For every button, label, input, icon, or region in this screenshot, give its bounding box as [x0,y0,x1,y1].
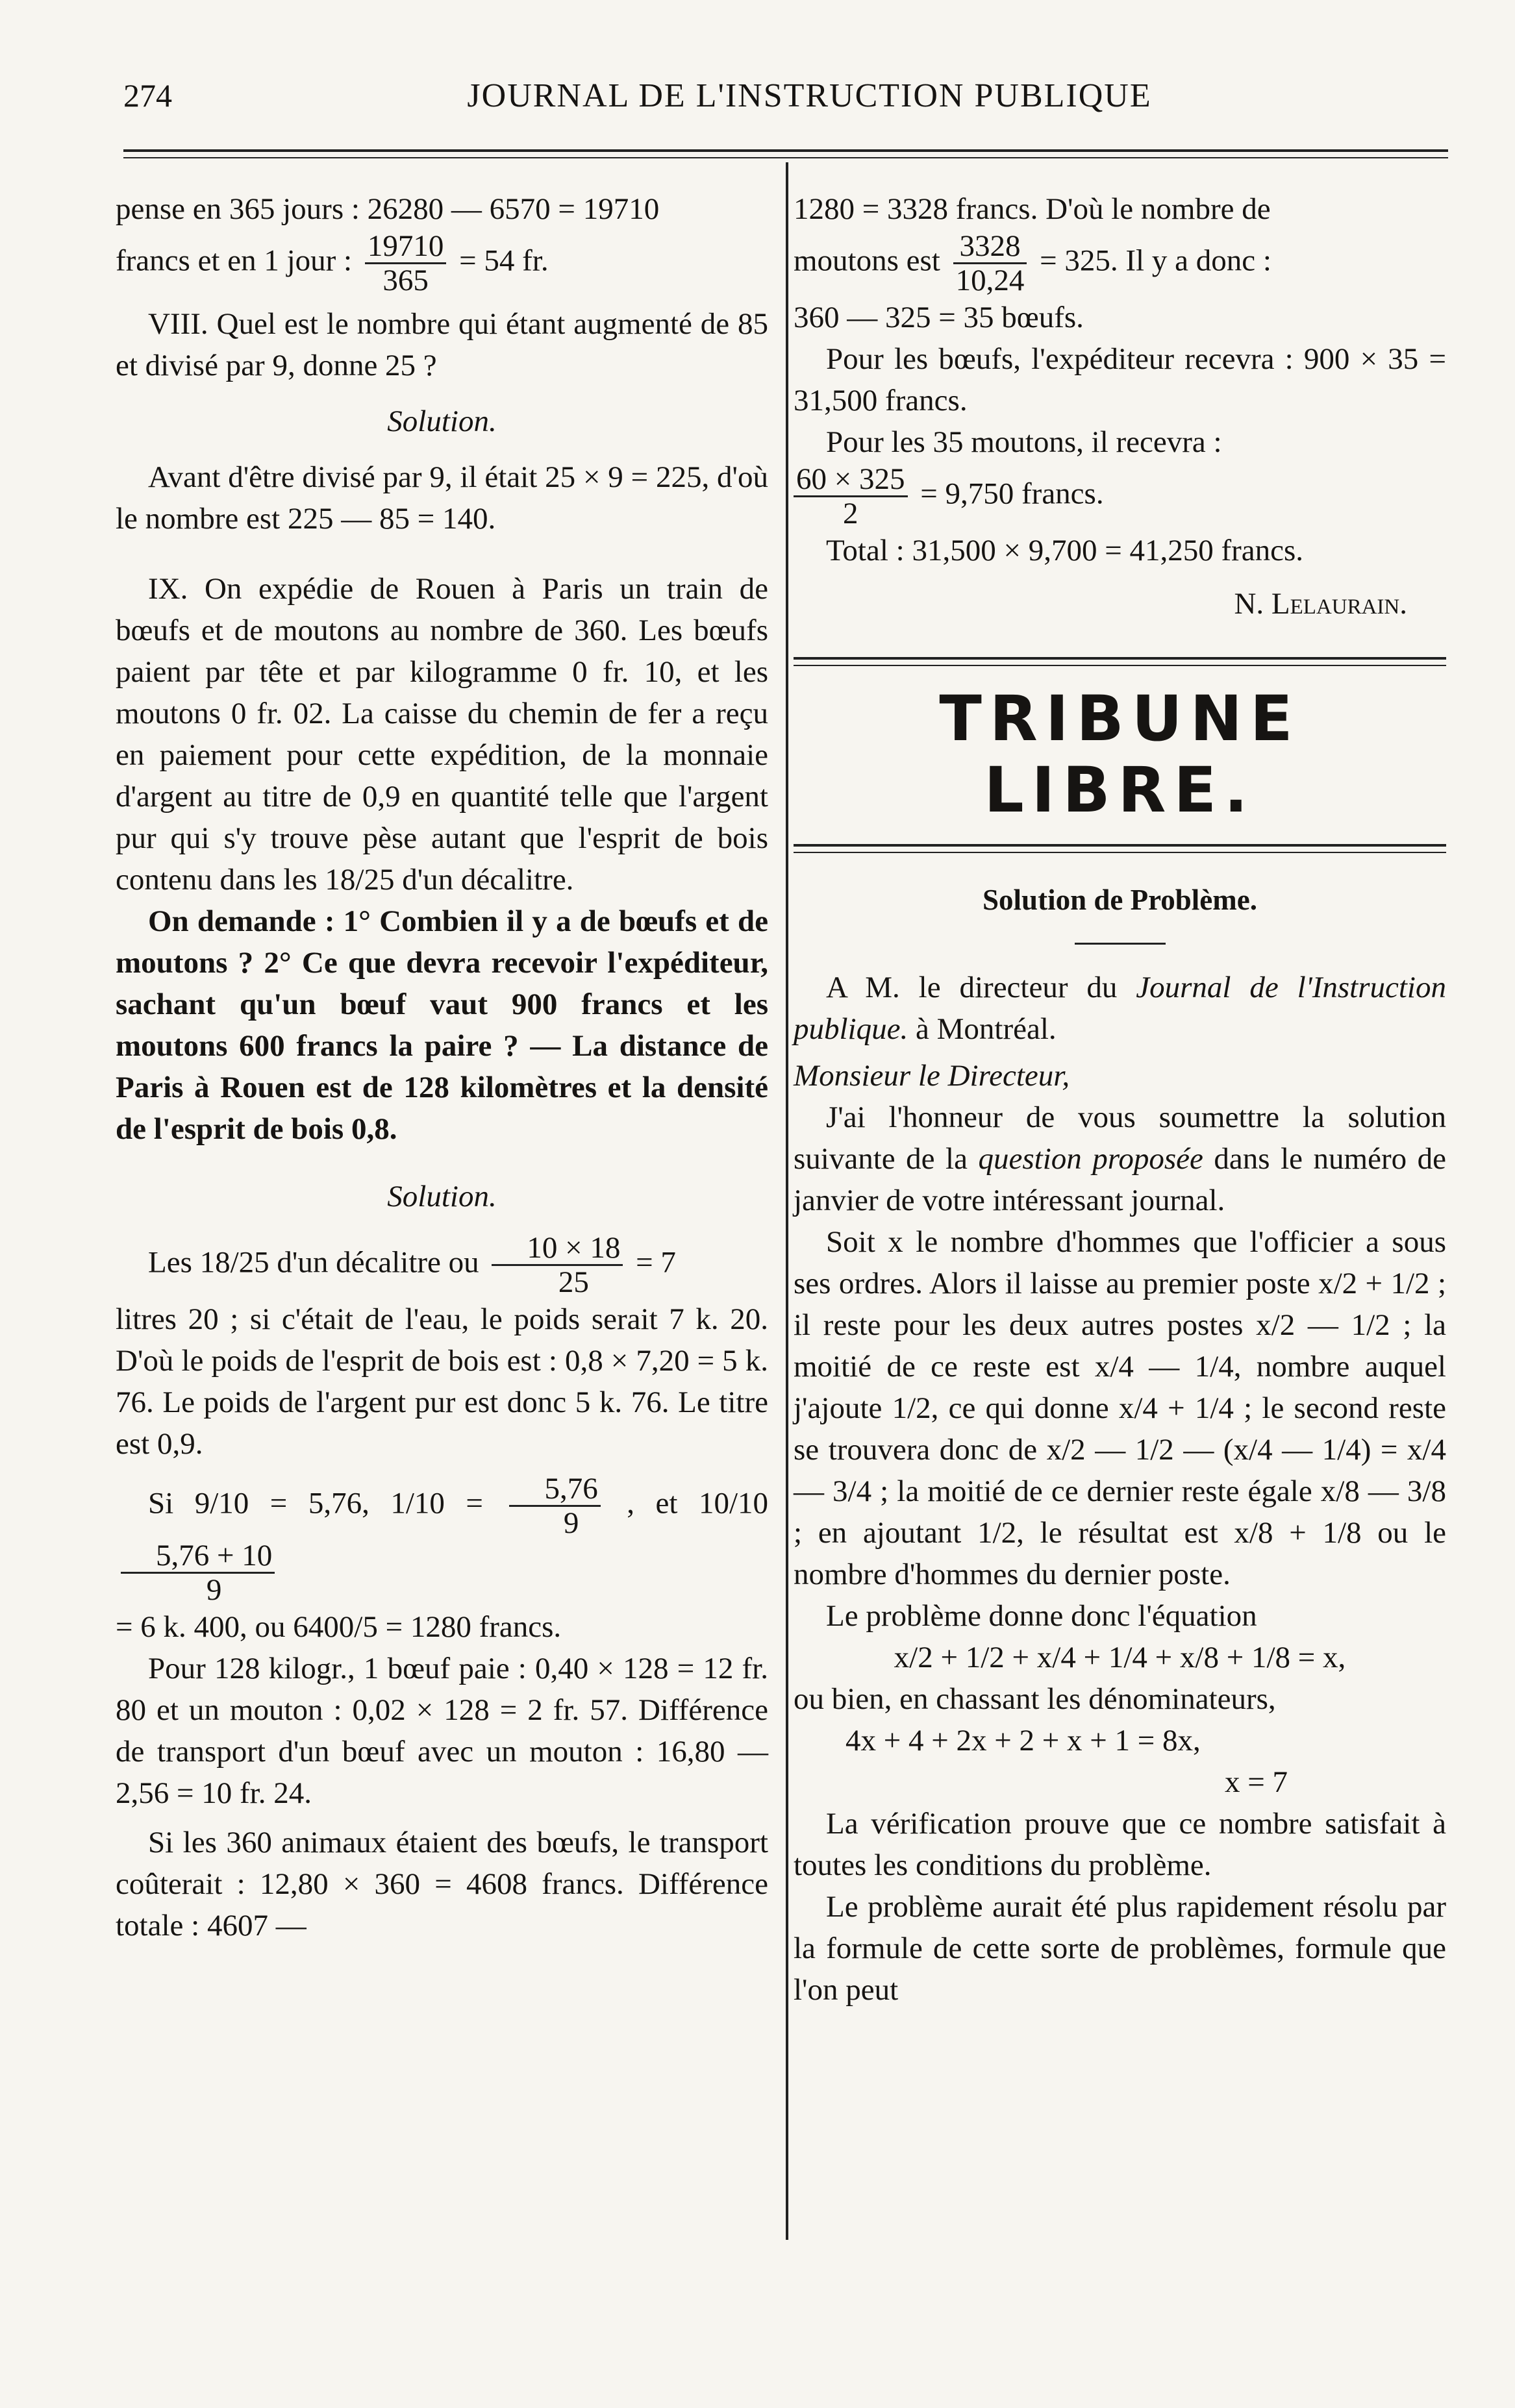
solution-heading: Solution. [387,404,497,438]
solution-9-text: litres 20 ; si c'était de l'eau, le poids serait 7 k. 20. D'où le poids de l'esprit de bois est : 0,8 × 7,20 = 5 k. 76. Le poids de l'argent pur est donc 5 k. 76. Le titre est 0,9. [116,1302,768,1461]
page-number: 274 [123,77,172,114]
text-line: = 6 k. 400, ou 6400/5 = 1280 francs. [116,1610,562,1644]
author-signature: N. Lelaurain. [1234,587,1407,621]
header-rule-thin [123,157,1448,158]
text-line: 360 — 325 = 35 bœufs. [794,301,1084,334]
section-rule [794,844,1446,853]
section-rule [794,657,1446,666]
page-header [123,77,1444,115]
paragraph: Soit x le nombre d'hommes que l'officier a sous ses ordres. Alors il laisse au premier poste x/2 + 1/2 ; il reste pour les deux autres postes x/2 — 1/2 ; la moitié de ce reste est x/4 — 1/4, nombre auquel j'ajoute 1/2, ce qui donne x/4 + 1/4 ; le second reste se trouvera donc de x/2 — 1/2 — (x/4 — 1/4) = x/4 — 3/4 ; la moitié de ce dernier reste égale x/8 — 3/8 ; en ajoutant 1/2, le résultat est x/8 + 1/8 ou le nombre d'hommes du dernier poste. [794,1225,1446,1591]
running-title: JOURNAL DE L'INSTRUCTION PUBLIQUE [467,77,1152,114]
solution-9-text: Pour 128 kilogr., 1 bœuf paie : 0,40 × 128 = 12 fr. 80 et un mouton : 0,02 × 128 = 2 fr. 57. Différence de transport d'un bœuf avec un mouton : 16,80 — 2,56 = 10 fr. 24. [116,1652,768,1810]
text-line: Les 18/25 d'un décalitre ou $\frac{10 \times 18}{25}$ = 7 [148,1231,676,1299]
text-line: Pour les bœufs, l'expéditeur recevra : 900 × 35 = 31,500 francs. [794,342,1446,417]
solution-heading: Solution. [387,1180,497,1213]
question-8: VIII. Quel est le nombre qui étant augmenté de 85 et divisé par 9, donne 25 ? [116,307,768,382]
paragraph: La vérification prouve que ce nombre satisfait à toutes les conditions du problème. [794,1807,1446,1882]
paragraph: Le problème aurait été plus rapidement résolu par la formule de cette sorte de problèmes, formule que l'on peut [794,1890,1446,2007]
salutation: Monsieur le Directeur, [794,1059,1070,1093]
equation: 4x + 4 + 2x + 2 + x + 1 = 8x, [845,1724,1201,1757]
article-title: Solution de Problème. [983,884,1257,916]
text-line: 1280 = 3328 francs. D'où le nombre de [794,192,1271,226]
text-line: Pour les 35 moutons, il recevra : [826,425,1222,459]
text-line: $\frac{60 \times 325}{2}$ = 9,750 francs. [794,463,1446,530]
left-column [116,188,768,1946]
text-line: francs et en 1 jour : $\frac{19710}{365}$ = 54 fr. [116,229,549,297]
solution-9-text: Si les 360 animaux étaient des bœufs, le transport coûterait : 12,80 × 360 = 4608 francs. Différence totale : 4607 — [116,1826,768,1943]
text-line: Si 9/10 = 5,76, 1/10 = $\frac{5,76}{9}$ , et 10/10 $\frac{5,76 + 10}{9}$ [116,1472,768,1606]
paragraph: ou bien, en chassant les dénominateurs, [794,1682,1276,1716]
right-column [794,188,1446,2011]
question-9: IX. On expédie de Rouen à Paris un train de bœufs et de moutons au nombre de 360. Les bœufs paient par tête et par kilogramme 0 fr. 10, et les moutons 0 fr. 02. La caisse du chemin de fer a reçu en paiement pour cette expédition, de la monnaie d'argent au titre de 0,9 en quantité telle que l'argent pur qui s'y trouve pèse autant que l'esprit de bois contenu dans les 18/25 d'un décalitre. [116,572,768,897]
equation: x/2 + 1/2 + x/4 + 1/4 + x/8 + 1/8 = x, [894,1641,1346,1674]
question-9-ask: On demande : 1° Combien il y a de bœufs et de moutons ? 2° Ce que devra recevoir l'expéditeur, sachant qu'un bœuf vaut 900 francs et les moutons 600 francs la paire ? — La distance de Paris à Rouen est de 128 kilomètres et la densité de l'esprit de bois 0,8. [116,904,768,1146]
equation: x = 7 [1224,1765,1288,1799]
section-title: TRIBUNE LIBRE. [939,682,1301,826]
paragraph: J'ai l'honneur de vous soumettre la solution suivante de la question proposée dans le numéro de janvier de votre intéressant journal. [794,1100,1446,1217]
address-line: A M. le directeur du Journal de l'Instruction publique. à Montréal. [794,971,1446,1046]
column-separator [786,162,788,2240]
text-line: pense en 365 jours : 26280 — 6570 = 19710 [116,192,660,226]
short-rule [1075,943,1166,945]
paragraph: Le problème donne donc l'équation [826,1599,1257,1633]
text-line: moutons est $\frac{3328}{10,24}$ = 325. Il y a donc : [794,229,1271,297]
header-rule [123,149,1448,152]
text-line: Total : 31,500 × 9,700 = 41,250 francs. [826,534,1304,567]
solution-8: Avant d'être divisé par 9, il était 25 × 9 = 225, d'où le nombre est 225 — 85 = 140. [116,460,768,536]
